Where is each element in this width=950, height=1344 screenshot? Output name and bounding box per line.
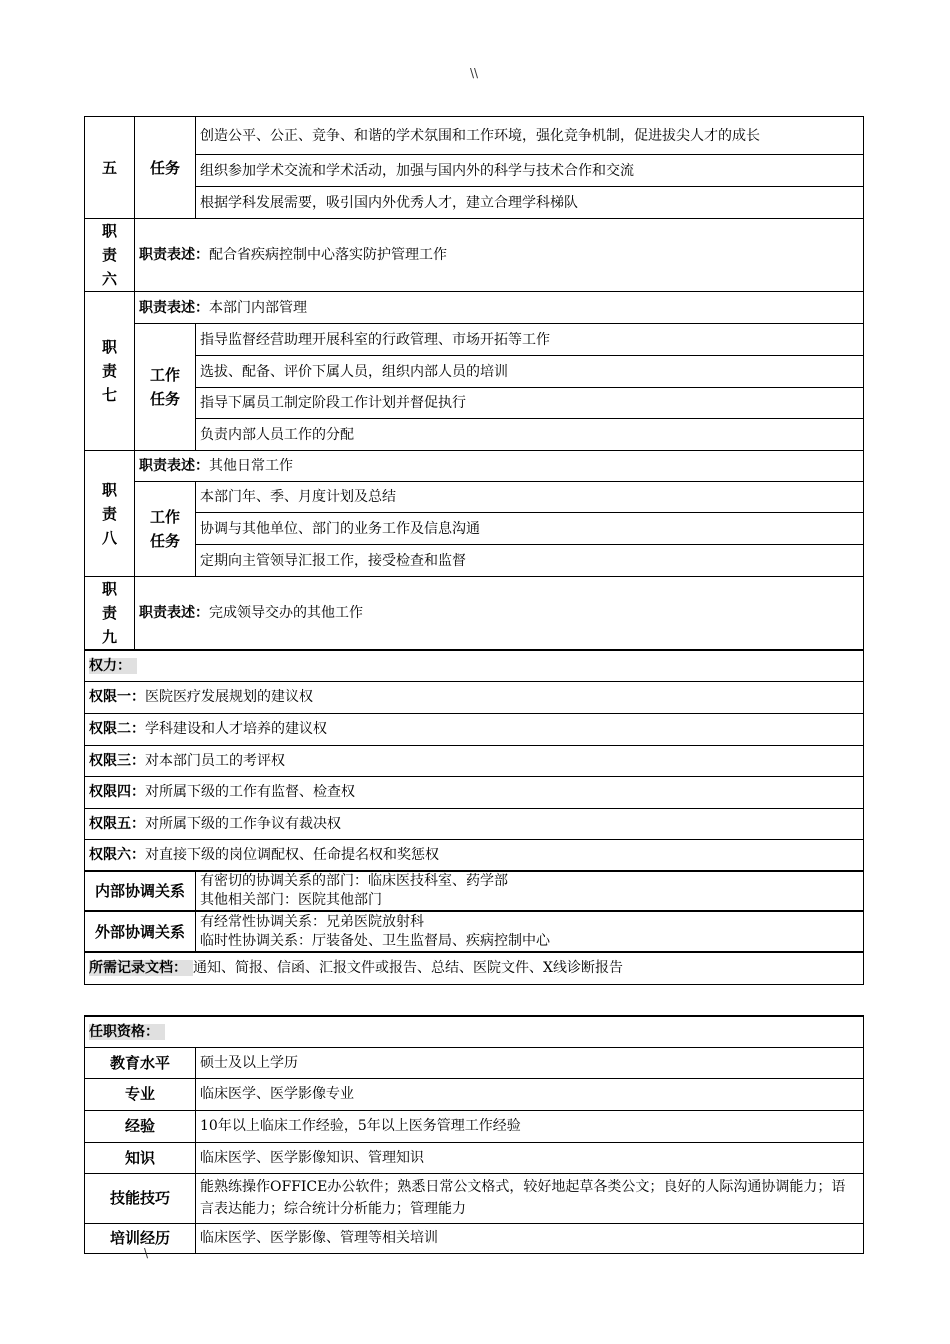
duty7-task-label: 工作 任务 [135, 324, 196, 451]
duty7-statement: 职责表述：本部门内部管理 [135, 292, 864, 324]
power-table [84, 649, 864, 985]
duty9-label: 职 责 九 [85, 577, 135, 650]
duty8-task-label: 工作 任务 [135, 482, 196, 577]
qual-label-experience: 经验 [85, 1110, 196, 1142]
power-section [85, 650, 864, 681]
duty5-task-2: 组织参加学术交流和学术活动，加强与国内外的科学与技术合作和交流 [196, 155, 864, 187]
duty8-task-1: 本部门年、季、月度计划及总结 [196, 482, 864, 513]
duties-table [84, 116, 864, 650]
duty8-statement: 职责表述：其他日常工作 [135, 451, 864, 482]
external-coordination-label: 外部协调关系 [85, 911, 196, 952]
qualifications-title: 任职资格： [89, 1024, 165, 1040]
duty7-task-2: 选拔、配备、评价下属人员，组织内部人员的培训 [196, 356, 864, 388]
records-row [85, 952, 864, 984]
duty9-statement: 职责表述：完成领导交办的其他工作 [135, 577, 864, 650]
duty5-task-label: 任务 [135, 117, 196, 219]
qual-label-skills: 技能技巧 [85, 1173, 196, 1223]
qual-label-major: 专业 [85, 1078, 196, 1110]
power-item-4: 权限四：对所属下级的工作有监督、检查权 [85, 776, 864, 808]
records-label: 所需记录文档： [89, 960, 193, 976]
qual-value-major: 临床医学、医学影像专业 [196, 1078, 864, 1110]
power-item-2: 权限二：学科建设和人才培养的建议权 [85, 713, 864, 745]
qual-label-training: 培训经历 [85, 1223, 196, 1253]
duty5-label: 五 [85, 117, 135, 219]
corner-mark-top: \\ [470, 66, 479, 80]
internal-coordination-value: 有密切的协调关系的部门：临床医技科室、药学部 其他相关部门：医院其他部门 [196, 871, 864, 911]
duty5-task-1: 创造公平、公正、竞争、和谐的学术氛围和工作环境，强化竞争机制，促进拔尖人才的成长 [196, 117, 864, 155]
power-item-5: 权限五：对所属下级的工作争议有裁决权 [85, 808, 864, 839]
qual-label-knowledge: 知识 [85, 1142, 196, 1173]
duty7-task-4: 负责内部人员工作的分配 [196, 419, 864, 451]
external-coordination-value: 有经常性协调关系：兄弟医院放射科 临时性协调关系：厅装备处、卫生监督局、疾病控制中心 [196, 911, 864, 952]
qual-value-training: 临床医学、医学影像、管理等相关培训 [196, 1223, 864, 1253]
duty8-label: 职 责 八 [85, 451, 135, 577]
power-item-1: 权限一：医院医疗发展规划的建议权 [85, 681, 864, 713]
internal-coordination-label: 内部协调关系 [85, 871, 196, 911]
qualifications-section [85, 1016, 864, 1047]
duty6-statement: 职责表述：配合省疾病控制中心落实防护管理工作 [135, 219, 864, 292]
duty6-label: 职 责 六 [85, 219, 135, 292]
qual-value-knowledge: 临床医学、医学影像知识、管理知识 [196, 1142, 864, 1173]
duty7-task-1: 指导监督经营助理开展科室的行政管理、市场开拓等工作 [196, 324, 864, 356]
records-value: 通知、简报、信函、汇报文件或报告、总结、医院文件、X线诊断报告 [193, 960, 623, 977]
duty7-task-3: 指导下属员工制定阶段工作计划并督促执行 [196, 388, 864, 419]
power-item-3: 权限三：对本部门员工的考评权 [85, 745, 864, 776]
power-item-6: 权限六：对直接下级的岗位调配权、任命提名权和奖惩权 [85, 839, 864, 871]
qualifications-table [84, 1015, 864, 1254]
duty7-label: 职 责 七 [85, 292, 135, 451]
corner-mark-bottom: \ [144, 1246, 149, 1260]
duty8-task-2: 协调与其他单位、部门的业务工作及信息沟通 [196, 513, 864, 545]
power-title: 权力： [89, 658, 137, 674]
qual-value-experience: 10年以上临床工作经验，5年以上医务管理工作经验 [196, 1110, 864, 1142]
qual-value-skills: 能熟练操作OFFICE办公软件；熟悉日常公文格式，较好地起草各类公文；良好的人际沟通协调能力；语言表达能力；综合统计分析能力；管理能力 [196, 1173, 864, 1223]
duty5-task-3: 根据学科发展需要，吸引国内外优秀人才，建立合理学科梯队 [196, 187, 864, 219]
qual-value-education: 硕士及以上学历 [196, 1047, 864, 1078]
duty8-task-3: 定期向主管领导汇报工作，接受检查和监督 [196, 545, 864, 577]
qual-label-education: 教育水平 [85, 1047, 196, 1078]
